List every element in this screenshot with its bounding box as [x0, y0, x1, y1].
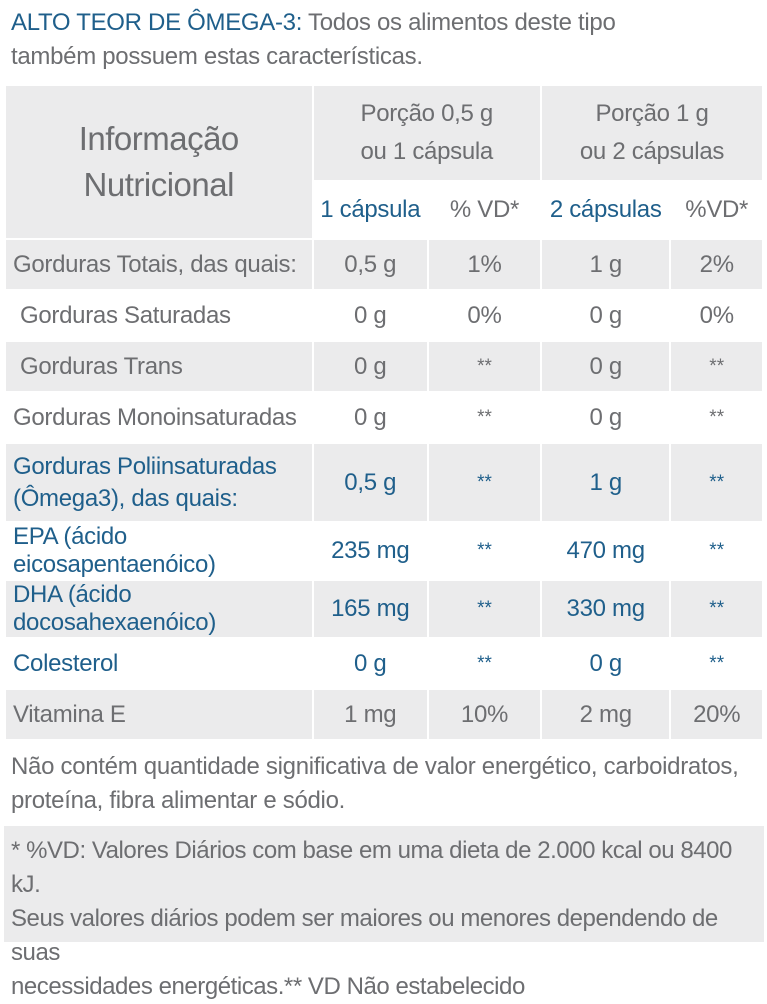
row-label: Vitamina E [6, 690, 312, 739]
vd-2: ** [671, 444, 762, 521]
value-1: 165 mg [314, 581, 427, 637]
omega3-claim-highlight: ALTO TEOR DE ÔMEGA-3: [11, 9, 303, 36]
value-1: 0 g [314, 639, 427, 688]
portion-header-2 [542, 86, 762, 180]
value-2: 0 g [542, 291, 669, 340]
portion-1-line-1: Porção 0,5 g [360, 100, 493, 127]
value-1: 1 mg [314, 690, 427, 739]
nutrition-title-cell [6, 86, 312, 238]
intro-text [11, 6, 761, 74]
value-1: 235 mg [314, 523, 427, 579]
value-1: 0,5 g [314, 240, 427, 289]
table-row [6, 581, 762, 637]
row-label: Gorduras Saturadas [6, 291, 312, 340]
footnote-line-2: Seus valores diários podem ser maiores ou menores dependendo de suas [11, 905, 718, 966]
note-line-2: proteína, fibra alimentar e sódio. [11, 787, 345, 814]
portion-2-line-1: Porção 1 g [595, 100, 709, 127]
table-row [6, 240, 762, 289]
vd-1: 10% [429, 690, 540, 739]
nutrition-title-line-1: Informação [78, 120, 239, 157]
subheader-vd-2: %VD* [671, 182, 762, 238]
table-row [6, 639, 762, 688]
row-label [6, 444, 312, 521]
vd-1: ** [429, 581, 540, 637]
daily-value-footnote [11, 834, 763, 1004]
table-row [6, 523, 762, 579]
row-label: Colesterol [6, 639, 312, 688]
subheader-1-capsule: 1 cápsula [314, 182, 427, 238]
nutrition-table [4, 84, 764, 741]
value-2: 2 mg [542, 690, 669, 739]
row-label: DHA (ácido docosahexaenóico) [6, 581, 312, 637]
intro-line-2: também possuem estas características. [11, 43, 423, 70]
value-2: 470 mg [542, 523, 669, 579]
table-row [6, 291, 762, 340]
vd-1: ** [429, 393, 540, 442]
value-1: 0 g [314, 342, 427, 391]
vd-1: ** [429, 639, 540, 688]
subheader-2-capsules: 2 cápsulas [542, 182, 669, 238]
no-significant-amount-note [11, 750, 761, 818]
value-2: 1 g [542, 444, 669, 521]
vd-2: 2% [671, 240, 762, 289]
footnote-line-3: necessidades energéticas.** VD Não estabelecido [11, 973, 525, 1000]
vd-2: 0% [671, 291, 762, 340]
value-2: 0 g [542, 639, 669, 688]
intro-rest: Todos os alimentos deste tipo [302, 9, 616, 36]
vd-2: ** [671, 581, 762, 637]
value-2: 330 mg [542, 581, 669, 637]
note-line-1: Não contém quantidade significativa de valor energético, carboidratos, [11, 753, 739, 780]
value-1: 0,5 g [314, 444, 427, 521]
vd-1: 0% [429, 291, 540, 340]
value-2: 0 g [542, 393, 669, 442]
value-1: 0 g [314, 393, 427, 442]
portion-header-1 [314, 86, 540, 180]
portion-2-line-2: ou 2 cápsulas [579, 138, 725, 165]
table-row [6, 393, 762, 442]
vd-2: 20% [671, 690, 762, 739]
value-2: 1 g [542, 240, 669, 289]
footnote-line-1: * %VD: Valores Diários com base em uma dieta de 2.000 kcal ou 8400 kJ. [11, 837, 732, 898]
row-label: Gorduras Trans [6, 342, 312, 391]
row-label: EPA (ácido eicosapentaenóico) [6, 523, 312, 579]
vd-2: ** [671, 342, 762, 391]
row-label-line-2: (Ômega3), das quais: [13, 484, 238, 512]
vd-1: ** [429, 444, 540, 521]
table-row [6, 690, 762, 739]
value-2: 0 g [542, 342, 669, 391]
vd-1: 1% [429, 240, 540, 289]
row-label: Gorduras Monoinsaturadas [6, 393, 312, 442]
vd-2: ** [671, 523, 762, 579]
row-label-line-1: Gorduras Poliinsaturadas [13, 452, 277, 480]
table-row [6, 342, 762, 391]
nutrition-title-line-2: Nutricional [83, 166, 234, 203]
vd-2: ** [671, 393, 762, 442]
portion-1-line-2: ou 1 cápsula [360, 138, 493, 165]
value-1: 0 g [314, 291, 427, 340]
vd-1: ** [429, 523, 540, 579]
header-row-portions [6, 86, 762, 180]
row-label: Gorduras Totais, das quais: [6, 240, 312, 289]
subheader-vd-1: % VD* [429, 182, 540, 238]
vd-2: ** [671, 639, 762, 688]
vd-1: ** [429, 342, 540, 391]
table-row [6, 444, 762, 521]
intro-line-1 [11, 6, 761, 40]
